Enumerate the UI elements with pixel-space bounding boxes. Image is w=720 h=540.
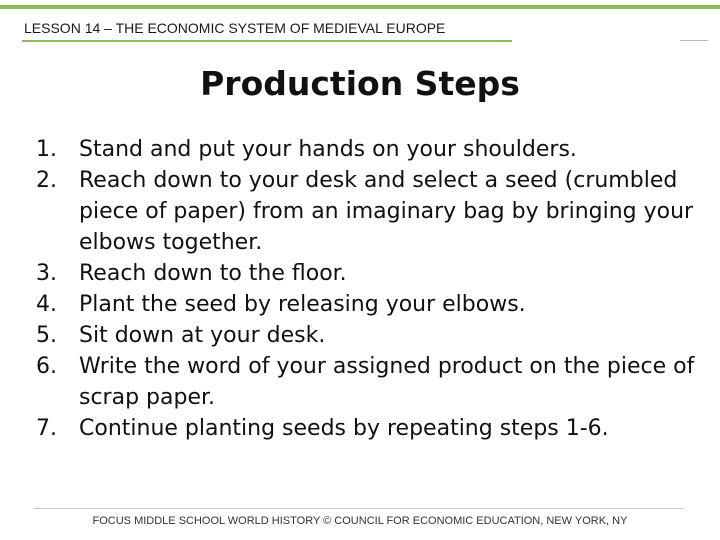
lesson-title: LESSON 14 – THE ECONOMIC SYSTEM OF MEDIEVAL EUROPE	[24, 20, 446, 36]
top-accent-bar	[0, 0, 720, 9]
step-text: Reach down to the floor.	[79, 261, 347, 286]
step-item-1	[36, 134, 696, 165]
step-text: Sit down at your desk.	[79, 323, 326, 348]
step-number: 3.	[36, 261, 57, 286]
step-item-2	[36, 165, 696, 258]
step-text: Plant the seed by releasing your elbows.	[79, 292, 526, 317]
step-text: Continue planting seeds by repeating steps 1-6.	[79, 416, 609, 441]
step-number: 7.	[36, 416, 57, 441]
step-text: Stand and put your hands on your shoulders.	[79, 137, 577, 162]
step-item-5	[36, 320, 696, 351]
footer-credit: FOCUS MIDDLE SCHOOL WORLD HISTORY © COUNCIL FOR ECONOMIC EDUCATION, NEW YORK, NY	[92, 515, 628, 527]
step-item-3	[36, 258, 696, 289]
lesson-header	[22, 18, 512, 42]
step-text: Reach down to your desk and select a seed (crumbled piece of paper) from an imaginary bag by bringing your elbows together.	[79, 168, 694, 255]
step-item-7	[36, 413, 696, 444]
step-number: 4.	[36, 292, 57, 317]
page-title: Production Steps	[200, 64, 520, 103]
step-number: 1.	[36, 137, 57, 162]
step-number: 5.	[36, 323, 57, 348]
step-item-4	[36, 289, 696, 320]
step-text: Write the word of your assigned product on the piece of scrap paper.	[79, 354, 695, 410]
header-rule	[680, 40, 708, 41]
step-number: 2.	[36, 168, 57, 193]
steps-list	[36, 134, 696, 444]
footer-rule	[34, 508, 684, 509]
step-number: 6.	[36, 354, 57, 379]
step-item-6	[36, 351, 696, 413]
